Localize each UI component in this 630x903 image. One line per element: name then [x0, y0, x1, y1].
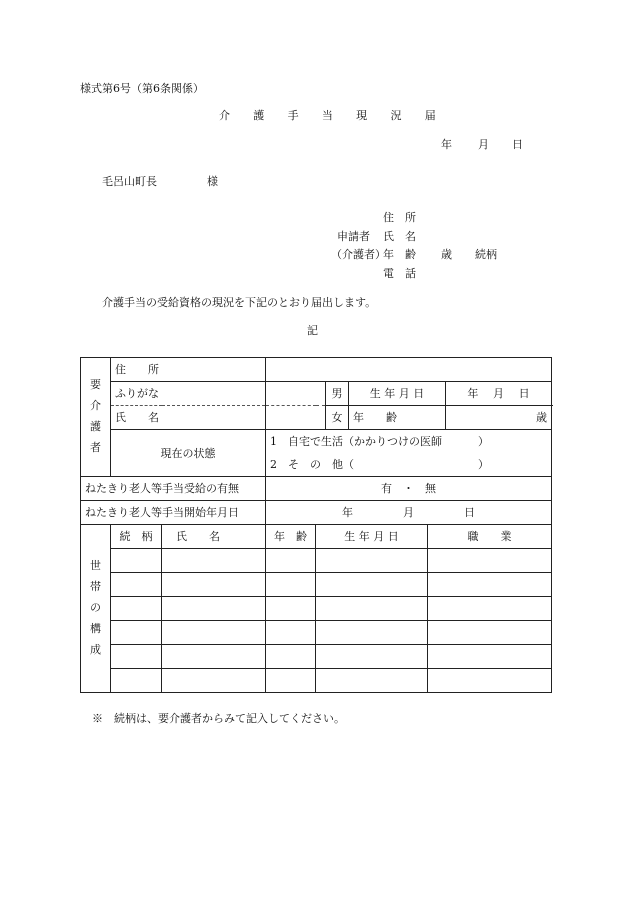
household-relation-cell[interactable] [111, 621, 162, 645]
household-row [81, 549, 552, 573]
applicant-phone-label: 電 話 [383, 267, 416, 280]
date-day-label: 日 [512, 138, 523, 151]
household-occupation-cell[interactable] [428, 621, 552, 645]
household-header-birthdate: 生 年 月 日 [316, 525, 428, 549]
household-age-cell[interactable] [266, 669, 316, 693]
household-relation-cell[interactable] [111, 669, 162, 693]
page-title: 介 護 手 当 現 況 届 [219, 109, 446, 122]
footer-note: ※ 続柄は、要介護者からみて記入してください。 [92, 712, 345, 725]
household-relation-cell[interactable] [111, 573, 162, 597]
household-name-cell[interactable] [162, 549, 266, 573]
applicant-name-label: 氏 名 [383, 230, 416, 243]
status-option-home[interactable]: 1 自宅で生活（かかりつけの医師 ） [266, 430, 552, 454]
household-relation-cell[interactable] [111, 645, 162, 669]
household-birthdate-cell[interactable] [316, 669, 428, 693]
gender-female-option[interactable]: 女 [326, 406, 349, 430]
bedridden-receipt-label: ねたきり老人等手当受給の有無 [81, 477, 266, 501]
household-header-relation: 続 柄 [111, 525, 162, 549]
recipient-furigana-label: ふりがな [111, 382, 266, 406]
household-header-name: 氏 名 [162, 525, 266, 549]
birthdate-label: 生 年 月 日 [349, 382, 446, 406]
bedridden-receipt-field[interactable]: 有 ・ 無 [266, 477, 552, 501]
recipient-section-label: 要介護者 [81, 358, 111, 477]
applicant-address-label: 住 所 [383, 211, 416, 224]
recipient-name-label: 氏 名 [111, 406, 266, 430]
household-row [81, 669, 552, 693]
applicant-age-label: 年 齢 [383, 248, 416, 261]
household-age-cell[interactable] [266, 573, 316, 597]
applicant-role-label: 申請者 [337, 230, 370, 243]
household-occupation-cell[interactable] [428, 645, 552, 669]
form-number: 様式第6号（第6条関係） [80, 82, 204, 95]
recipient-age-label: 年 齢 [349, 406, 446, 430]
household-name-cell[interactable] [162, 573, 266, 597]
applicant-paren-label: （介護者） [331, 248, 386, 261]
household-name-cell[interactable] [162, 669, 266, 693]
recipient-furigana-field[interactable] [266, 382, 326, 406]
birthdate-field[interactable]: 年 月 日 [446, 382, 552, 406]
household-birthdate-cell[interactable] [316, 621, 428, 645]
household-occupation-cell[interactable] [428, 669, 552, 693]
bedridden-start-field[interactable]: 年 月 日 [266, 501, 552, 525]
household-header-age: 年 齢 [266, 525, 316, 549]
household-occupation-cell[interactable] [428, 573, 552, 597]
recipient-name-field[interactable] [266, 406, 326, 430]
household-birthdate-cell[interactable] [316, 549, 428, 573]
household-age-cell[interactable] [266, 621, 316, 645]
household-name-cell[interactable] [162, 621, 266, 645]
body-text: 介護手当の受給資格の現況を下記のとおり届出します。 [102, 296, 377, 309]
household-age-cell[interactable] [266, 645, 316, 669]
applicant-age-unit: 歳 [441, 248, 452, 261]
recipient-address-label: 住 所 [111, 358, 266, 382]
household-birthdate-cell[interactable] [316, 597, 428, 621]
report-form-table [80, 357, 552, 693]
ki-label: 記 [307, 324, 318, 337]
household-row [81, 597, 552, 621]
bedridden-start-label: ねたきり老人等手当開始年月日 [81, 501, 266, 525]
household-row [81, 573, 552, 597]
household-row [81, 621, 552, 645]
household-header-occupation: 職 業 [428, 525, 552, 549]
household-relation-cell[interactable] [111, 549, 162, 573]
household-birthdate-cell[interactable] [316, 573, 428, 597]
household-age-cell[interactable] [266, 549, 316, 573]
date-month-label: 月 [478, 138, 489, 151]
household-age-cell[interactable] [266, 597, 316, 621]
household-name-cell[interactable] [162, 645, 266, 669]
gender-male-option[interactable]: 男 [326, 382, 349, 406]
household-birthdate-cell[interactable] [316, 645, 428, 669]
applicant-relation-label: 続柄 [475, 248, 497, 261]
household-row [81, 645, 552, 669]
household-name-cell[interactable] [162, 597, 266, 621]
addressee-name: 毛呂山町長 [102, 175, 157, 188]
recipient-age-field[interactable]: 歳 [446, 406, 552, 430]
household-occupation-cell[interactable] [428, 549, 552, 573]
recipient-address-field[interactable] [266, 358, 552, 382]
date-year-label: 年 [441, 138, 452, 151]
recipient-status-label: 現在の状態 [111, 430, 266, 477]
household-occupation-cell[interactable] [428, 597, 552, 621]
household-relation-cell[interactable] [111, 597, 162, 621]
addressee-honorific: 様 [207, 175, 218, 188]
household-section-label: 世帯の構成 [81, 525, 111, 693]
status-option-other[interactable]: 2 そ の 他（ ） [266, 453, 552, 477]
